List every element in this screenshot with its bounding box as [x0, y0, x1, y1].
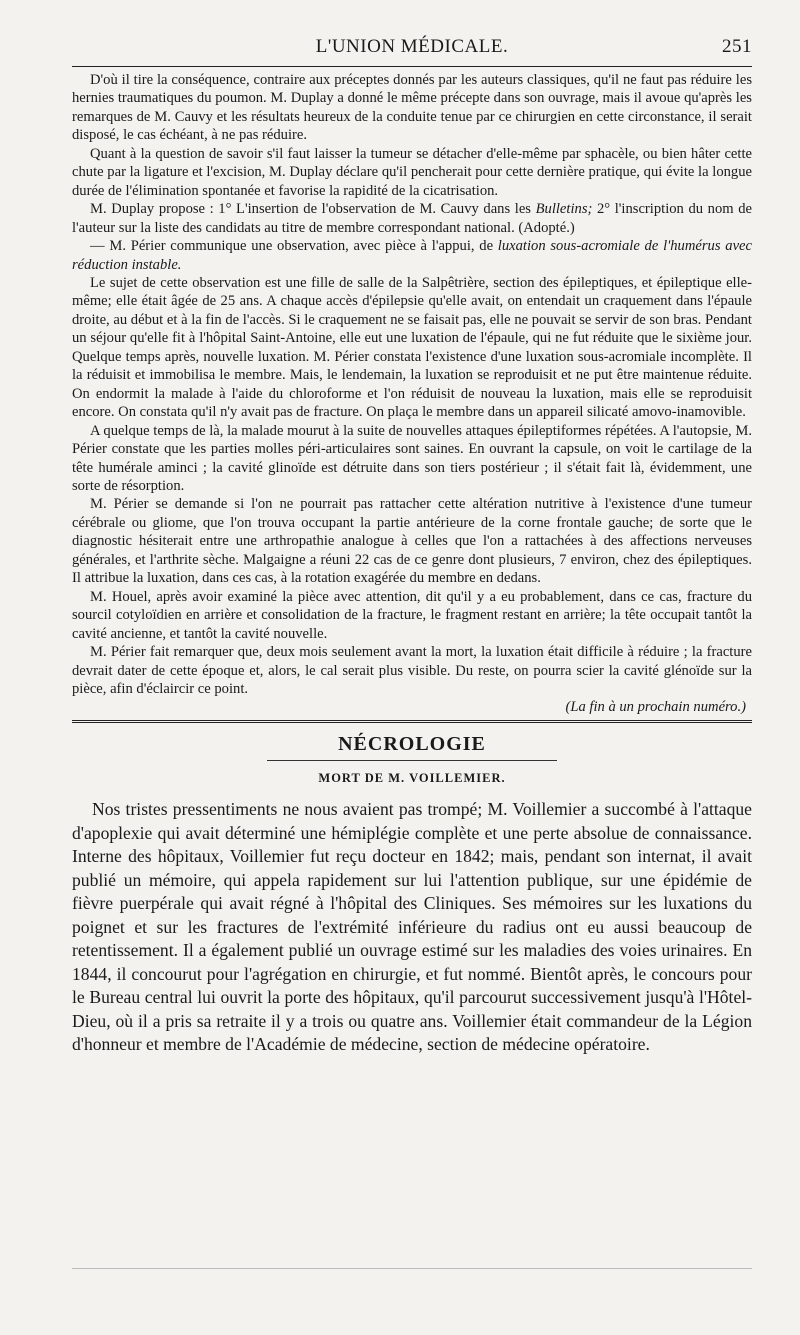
header-rule: [72, 66, 752, 67]
italic-text: Bulletins;: [535, 201, 593, 218]
paragraph: M. Périer fait remarquer que, deux mois seulement avant la mort, la luxation était difficile à réduire ; la fracture devrait dater de cette époque et, alors, le cal serait plus visible. Du reste, on pourra scier la cavité glénoïde sur la pièce, afin d'éclaircir ce point.: [72, 644, 752, 697]
necrology-paragraph: Nos tristes pressentiments ne nous avaient pas trompé; M. Voillemier a succombé à l'attaque d'apoplexie qui avait déterminé une hémiplégie complète et une perte absolue de connaissance. Interne des hôpitaux, Voillemier fut reçu docteur en 1842; mais, pendant son internat, il avait publié un mémoire, qui appela rapidement sur lui l'attention publique, sur une épidémie de fièvre puerpérale qui avait régné à l'hôpital des Cliniques. Ses mémoires sur les luxations du poignet et sur les fractures de l'extrémité inférieure du radius ont eu aussi beaucoup de retentissement. Il a également publié un ouvrage estimé sur les maladies des voies urinaires. En 1844, il concourut pour l'agrégation en chirurgie, et fut nommé. Bientôt après, le concours pour le Bureau central lui ouvrit la porte des hôpitaux, qu'il parcourut successivement jusqu'à l'Hôtel-Dieu, où il a pris sa retraite il y a trois ou quatre ans. Voillemier était commandeur de la Légion d'honneur et membre de l'Académie de médecine, section de médecine opératoire.: [72, 799, 752, 1055]
paragraph-text: — M. Périer communique une observation, avec pièce à l'appui, de: [90, 238, 494, 255]
paragraph: M. Périer se demande si l'on ne pourrait pas rattacher cette altération nutritive à l'existence d'une tumeur cérébrale ou gliome, que l'on trouva occupant la partie antérieure de la corne frontale gauche; de sorte que le diagnostic hésiterait entre une arthropathie analogue à celles que l'on a rattachées à des affections nerveuses générales, et l'arthrite sèche. Malgaigne a réuni 22 cas de ce genre dont plusieurs, 7 environ, chez des épileptiques. Il attribue la luxation, dans ces cas, à la rotation exagérée du membre en dedans.: [72, 496, 752, 587]
page-number: 251: [722, 36, 752, 57]
paragraph: A quelque temps de là, la malade mourut à la suite de nouvelles attaques épileptiformes répétées. A l'autopsie, M. Périer constate que les parties molles péri-articulaires sont saines. En ouvrant la capsule, on voit le cartilage de la tête humérale aminci ; la cavité glinoïde est détruite dans son tiers postérieur ; il s'était fait là, évidemment, une sorte de résorption.: [72, 422, 752, 494]
paragraph: [72, 200, 752, 237]
section-divider: [72, 720, 752, 723]
paragraph: Le sujet de cette observation est une fille de salle de la Salpêtrière, section des épileptiques, et épileptique elle-même; elle était âgée de 25 ans. A chaque accès d'épilepsie qu'elle avait, on entendait un craquement dans l'épaule droite, au début et à la fin de l'accès. Si le craquement ne se faisait pas, elle ne pouvait se servir de son bras. Pendant un séjour qu'elle fit à l'hôpital Saint-Antoine, elle eut une luxation de l'épaule, qui ne fut réduite que le sixième jour. Quelque temps après, nouvelle luxation. M. Périer constata l'existence d'une luxation sous-acromiale incomplète. Il la réduisit et immobilisa le membre. Mais, le lendemain, la luxation se reproduisit et ne put être maintenue réduite. On endormit la malade à l'aide du chloroforme et l'on réduisit de nouveau la luxation, mais elle se reproduisit encore. On constata qu'il n'y avait pas de fracture. On plaça le membre dans un appareil silicaté amovo-inamovible.: [72, 274, 752, 421]
footer-rule: [72, 1268, 752, 1269]
page-header: [72, 30, 752, 64]
paragraph: D'où il tire la conséquence, contraire aux préceptes donnés par les auteurs classiques, qu'il ne faut pas réduire les hernies traumatiques du poumon. M. Duplay a donné le même précepte dans son ouvrage, mais il avoue qu'après les remarques de M. Cauvy et les résultats heureux de la conduite tenue par ce chirurgien en cette circonstance, il serait disposé, le cas échéant, à ne pas réduire.: [72, 72, 752, 144]
journal-title: L'UNION MÉDICALE.: [315, 36, 509, 57]
paragraph: M. Houel, après avoir examiné la pièce avec attention, dit qu'il y a eu probablement, dans ce cas, fracture du sourcil cotyloïdien en arrière et consolidation de la fracture, le fragment restant en arrière; la tête occupait tantôt la cavité ancienne, et tantôt la cavité nouvelle.: [72, 588, 752, 642]
continuation-note: (La fin à un prochain numéro.): [565, 699, 746, 716]
paragraph: [72, 237, 752, 274]
title-underline: [267, 760, 557, 761]
italic-text: luxation sous-acromiale de l'humérus avec réduction instable.: [72, 238, 752, 273]
section-title: NÉCROLOGIE: [338, 733, 486, 756]
paragraph-text: M. Duplay propose : 1° L'insertion de l'observation de M. Cauvy dans les: [90, 201, 531, 218]
section-subtitle: MORT DE M. VOILLEMIER.: [318, 771, 506, 786]
paragraph-text: 2° l'inscription du nom de l'auteur sur la liste des candidats au titre de membre correspondant national. (Adopté.): [72, 201, 752, 236]
paragraph: Quant à la question de savoir s'il faut laisser la tumeur se détacher d'elle-même par sphacèle, ou bien hâter cette chute par la ligature et l'excision, M. Duplay déclare qu'il pencherait pour cette dernière pratique, qui évite la longue durée de l'élimination spontanée et favorise la rapidité de la cicatrisation.: [72, 145, 752, 199]
journal-page: [72, 30, 752, 1057]
